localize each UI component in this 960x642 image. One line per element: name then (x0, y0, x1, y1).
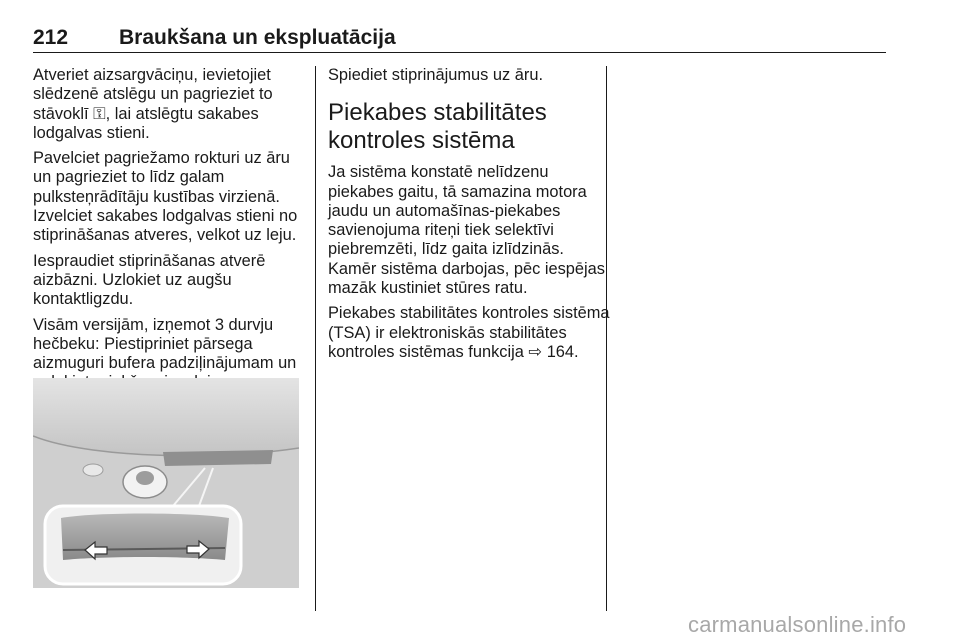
column-left (33, 66, 301, 399)
paragraph: Visām versijām, izņemot 3 durvju hečbeku: Piestipriniet pārsega aizmuguri bufera padziļinājumam un (33, 315, 297, 373)
intro-paragraph: Spiediet stiprinājumus uz āru. (328, 66, 544, 84)
bumper-cover-illustration (33, 378, 299, 588)
paragraph: Atveriet aizsargvāciņu, ievietojiet slēdzenē atslēgu un pagrieziet to stāvoklī ⚿, lai atslēgtu sakabes lodgalvas stieni. (33, 66, 273, 142)
paragraph: Ja sistēma konstatē nelīdzenu piekabes gaitu, tā samazina motora jaudu un automašīnas-piekabes savienojuma riteņi tiek selektīvi piebremzēti, līdz gaita izlīdzinās. Kamēr sistēma darbojas, pēc iespējas mazāk kustiniet stūres ratu. (328, 163, 605, 298)
chapter-title: Braukšana un ekspluatācija (119, 26, 396, 49)
paragraph: Iespraudiet stiprināšanas atverē aizbāzni. Uzlokiet uz augšu kontaktligzdu. (33, 251, 266, 309)
page-header (33, 22, 886, 53)
column-middle (328, 66, 613, 368)
page-number: 212 (33, 26, 69, 49)
paragraph: Pavelciet pagriežamo rokturi uz āru un pagrieziet to līdz galam pulksteņrādītāju kustības virzienā. Izvelciet sakabes lodgalvas stieni no stiprināšanas atveres, velkot uz leju. (33, 149, 298, 245)
watermark: carmanualsonline.info (688, 612, 907, 637)
bumper-cover-drawing (33, 378, 299, 588)
paragraph: Piekabes stabilitātes kontroles sistēma (TSA) ir elektroniskās stabilitātes kontroles sistēmas funkcija ⇨ 164. (328, 304, 610, 361)
column-divider (315, 66, 316, 611)
section-title: Piekabes stabilitātes kontroles sistēma (328, 99, 547, 155)
